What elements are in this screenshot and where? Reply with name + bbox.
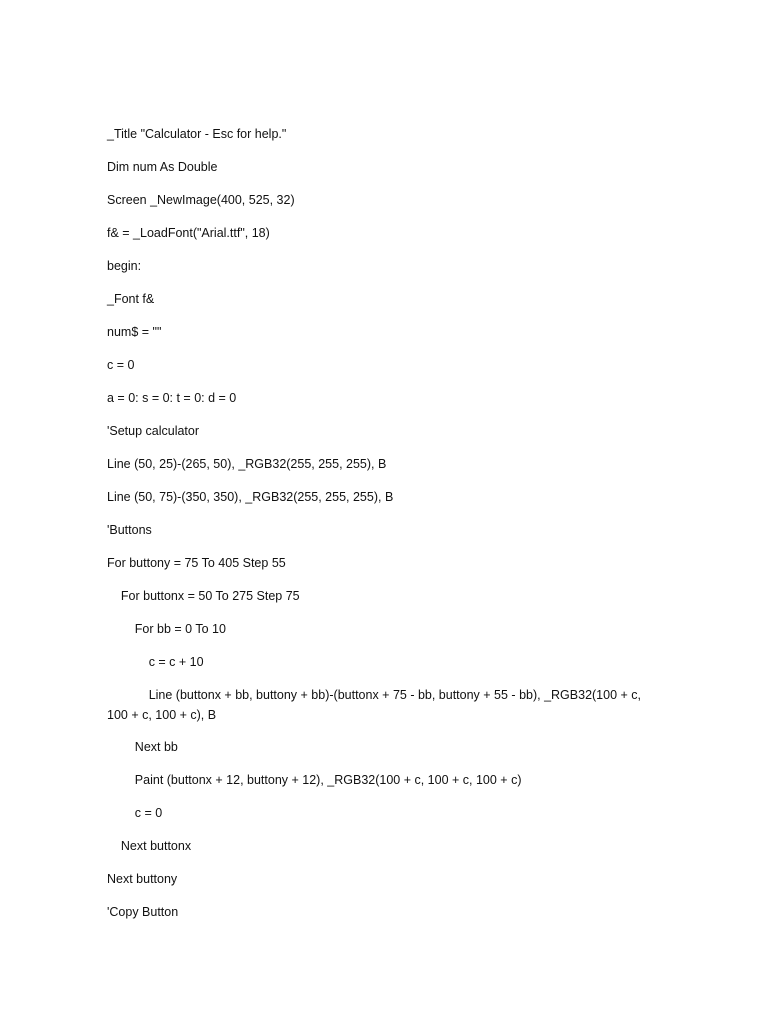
code-line: For buttonx = 50 To 275 Step 75 xyxy=(107,589,300,603)
code-line: c = 0 xyxy=(107,358,135,372)
code-line: begin: xyxy=(107,259,142,273)
code-line: For bb = 0 To 10 xyxy=(107,622,226,636)
code-line: Next buttonx xyxy=(107,839,192,853)
code-line: num$ = "" xyxy=(107,325,162,339)
code-line: f& = _LoadFont("Arial.ttf", 18) xyxy=(107,226,270,240)
code-line: _Title "Calculator - Esc for help." xyxy=(107,127,287,141)
code-line: For buttony = 75 To 405 Step 55 xyxy=(107,556,286,570)
code-line: Line (buttonx + bb, buttony + bb)-(buttonx + 75 - bb, buttony + 55 - bb), _RGB32(100 + c, 100 + c, 100 + c), B xyxy=(107,688,642,722)
code-line: _Font f& xyxy=(107,292,155,306)
code-line: c = 0 xyxy=(107,806,163,820)
code-listing xyxy=(107,124,667,935)
code-line: Line (50, 75)-(350, 350), _RGB32(255, 255, 255), B xyxy=(107,490,394,504)
code-line: Screen _NewImage(400, 525, 32) xyxy=(107,193,295,207)
code-line: Next buttony xyxy=(107,872,178,886)
code-line: Line (50, 25)-(265, 50), _RGB32(255, 255, 255), B xyxy=(107,457,387,471)
code-line: a = 0: s = 0: t = 0: d = 0 xyxy=(107,391,237,405)
code-line: Paint (buttonx + 12, buttony + 12), _RGB32(100 + c, 100 + c, 100 + c) xyxy=(107,773,522,787)
code-line: c = c + 10 xyxy=(107,655,204,669)
code-line: 'Setup calculator xyxy=(107,424,200,438)
code-line: Dim num As Double xyxy=(107,160,218,174)
code-line: 'Copy Button xyxy=(107,905,179,919)
code-line: Next bb xyxy=(107,740,178,754)
code-line: 'Buttons xyxy=(107,523,152,537)
